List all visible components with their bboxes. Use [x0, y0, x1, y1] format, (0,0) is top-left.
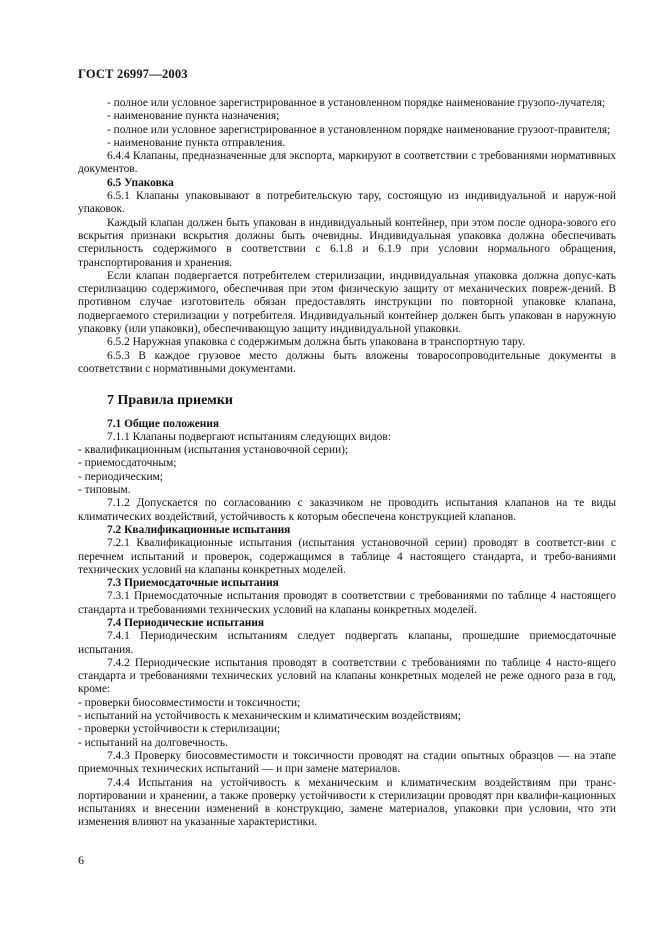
list-item: - проверки устойчивости к стерилизации; [78, 723, 281, 736]
paragraph: Если клапан подвергается потребителем стерилизации, индивидуальная упаковка должна допус-кать стерилизацию содержимого, обеспечивая при этом физическую защиту от механических повреж-дений. В противном случае изготовитель обязан предоставлять инструкции по повторной упаковке клапана, подвергаемого стерилизации у потребителя. Индивидуальный контейнер должен быть упакован в наружную упаковку (или упаковки), обеспечивающую защиту индивидуальной упаковки. [78, 269, 616, 336]
paragraph: - наименование пункта отправления. [107, 136, 286, 149]
document-header: ГОСТ 26997—2003 [78, 67, 188, 81]
subsection-heading: 7.3 Приемосдаточные испытания [107, 577, 279, 590]
list-item: - квалификационным (испытания установочной серии); [78, 444, 349, 457]
list-item: - периодическим; [78, 470, 163, 483]
subsection-heading: 7.4 Периодические испытания [107, 616, 265, 629]
paragraph: 6.5.1 Клапаны упаковывают в потребительскую тару, состоящую из индивидуальной и наруж-ной упаковок. [78, 190, 616, 216]
paragraph: - полное или условное зарегистрированное в установленном порядке наименование грузопо-лучателя; [107, 97, 606, 109]
page-number: 6 [78, 853, 84, 867]
subsection-heading: 7.2 Квалификационные испытания [107, 523, 291, 536]
paragraph: 6.5.2 Наружная упаковка с содержимым должна быть упакована в транспортную тару. [107, 336, 525, 349]
paragraph: Каждый клапан должен быть упакован в индивидуальный контейнер, при этом после однора-зового его вскрытия признаки вскрытия должны быть очевидны. Индивидуальная упаковка должна обеспечивать стерильность содержимого в соответствии с 6.1.8 и 6.1.9 при условии нормального обращения, транспортирования и хранения. [78, 216, 616, 269]
document-body [78, 97, 616, 830]
list-item: - приемосдаточным; [78, 457, 177, 470]
paragraph: - наименование пункта назначения; [107, 110, 280, 123]
list-item: - испытаний на устойчивость к механическим и климатическим воздействиям; [78, 710, 461, 723]
paragraph: - полное или условное зарегистрированное в установленном порядке наименование грузоот-правителя; [107, 123, 611, 136]
list-item: - проверки биосовместимости и токсичности; [78, 696, 301, 709]
paragraph: 7.2.1 Квалификационные испытания (испытания установочной серии) проводят в соответст-вии с перечнем испытаний и проверок, содержащимся в таблице 4 настоящего стандарта, и требо-ваниями технических условий на клапаны конкретных моделей. [78, 537, 616, 576]
subsection-heading: 6.5 Упаковка [107, 176, 174, 189]
paragraph: 6.4.4 Клапаны, предназначенные для экспорта, маркируют в соответствии с требованиями нормативных документов. [78, 150, 616, 176]
paragraph: 7.4.3 Проверку биосовместимости и токсичности проводят на стадии опытных образцов — на этапе приемочных технических испытаний — и при замене материалов. [78, 749, 616, 776]
paragraph: 7.4.4 Испытания на устойчивость к механическим и климатическим воздействиям при транс-портировании и хранении, а также проверку устойчивости к стерилизации проводят при квалифи-кационных испытаниях и внесении изменений в конструкцию, замене материалов, упаковки при условии, что эти изменения влияют на указанные характеристики. [78, 776, 616, 829]
paragraph: 7.4.1 Периодическим испытаниям следует подвергать клапаны, прошедшие приемосдаточные испытания. [78, 630, 616, 656]
paragraph: 6.5.3 В каждое грузовое место должны быть вложены товаросопроводительные документы в соответствии с нормативными документами. [78, 349, 616, 375]
section-heading: 7 Правила приемки [107, 393, 233, 409]
paragraph: 7.4.2 Периодические испытания проводят в соответствии с требованиями по таблице 4 насто-ящего стандарта и требованиями технических условий на клапаны конкретных моделей не реже одного раза в год, кроме: [78, 656, 616, 696]
paragraph: 7.1.1 Клапаны подвергают испытаниям следующих видов: [107, 430, 391, 443]
paragraph: 7.1.2 Допускается по согласованию с заказчиком не проводить испытания клапанов на те виды климатических воздействий, устойчивость к которым обеспечена конструкцией клапанов. [78, 497, 616, 523]
list-item: - типовым. [78, 484, 131, 497]
list-item: - испытаний на долговечность. [78, 736, 228, 749]
subsection-heading: 7.1 Общие положения [107, 417, 220, 430]
paragraph: 7.3.1 Приемосдаточные испытания проводят в соответствии с требованиями по таблице 4 настоящего стандарта и требованиями технических условий на клапаны конкретных моделей. [78, 590, 616, 616]
